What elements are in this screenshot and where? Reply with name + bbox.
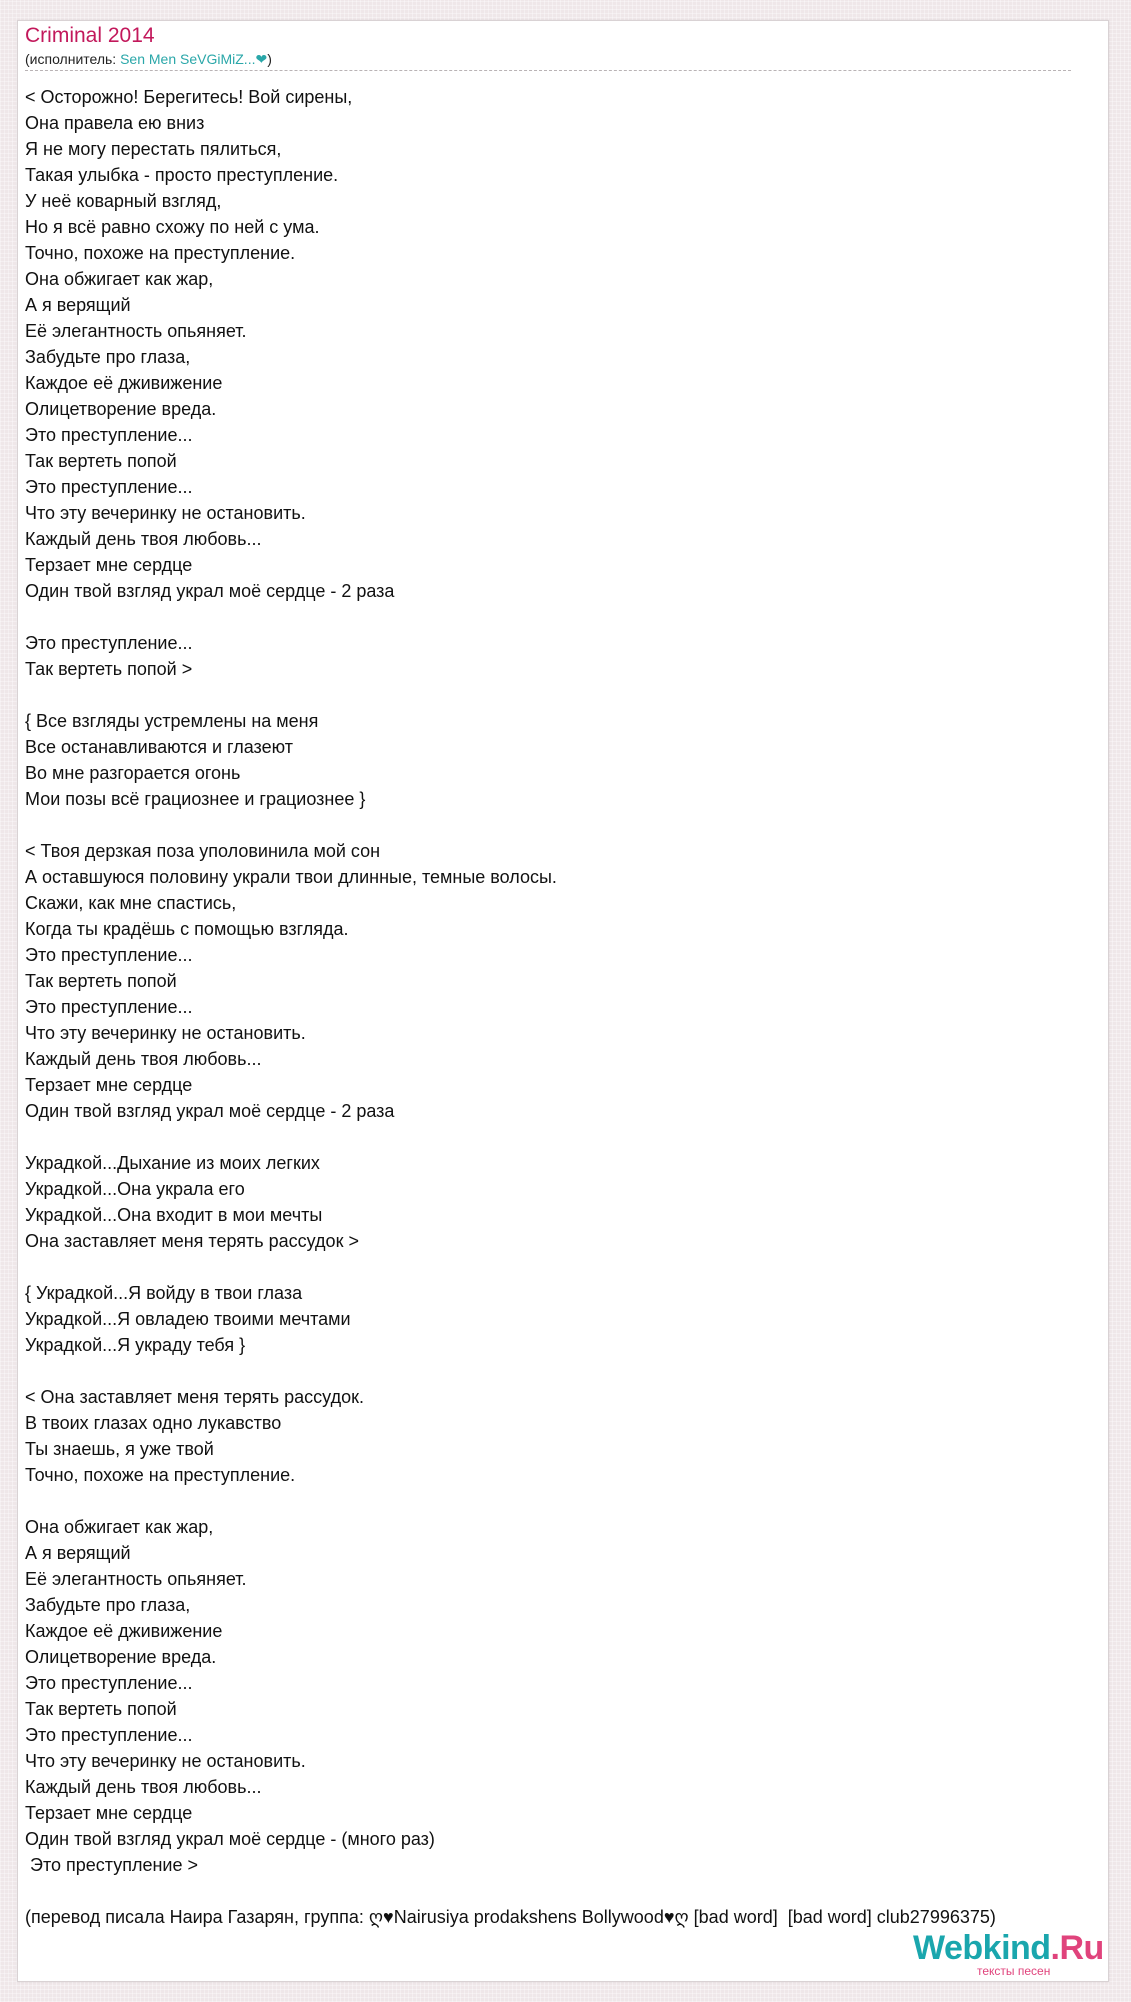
lyric-line: Это преступление... xyxy=(25,1673,193,1693)
song-header xyxy=(25,22,1071,71)
lyric-line: Так вертеть попой xyxy=(25,971,177,991)
lyric-line: Её элегантность опьяняет. xyxy=(25,1569,247,1589)
lyric-blank-line xyxy=(25,1254,1085,1280)
lyric-line: Олицетворение вреда. xyxy=(25,399,217,419)
lyric-line: Точно, похоже на преступление. xyxy=(25,1465,296,1485)
lyric-line: Точно, похоже на преступление. xyxy=(25,243,296,263)
artist-suffix: ) xyxy=(267,51,272,67)
lyric-line: А я верящий xyxy=(25,295,131,315)
lyric-line: Такая улыбка - просто преступление. xyxy=(25,165,339,185)
lyric-line: Олицетворение вреда. xyxy=(25,1647,217,1667)
lyric-line: (перевод писала Наира Газарян, группа: ღ♥Nairusiya prodakshens Bollywood♥ღ [bad word] [bad word] club27996375) xyxy=(25,1907,996,1927)
lyric-line: Это преступление... xyxy=(25,997,193,1017)
artist-link[interactable]: Sen Men SeVGiMiZ...❤ xyxy=(120,51,268,67)
lyric-line: В твоих глазах одно лукавство xyxy=(25,1413,282,1433)
lyric-line: Я не могу перестать пялиться, xyxy=(25,139,282,159)
lyric-line: Каждый день твоя любовь... xyxy=(25,529,262,549)
lyric-line: < Осторожно! Берегитесь! Вой сирены, xyxy=(25,87,353,107)
watermark-suffix: .Ru xyxy=(1050,1929,1104,1967)
lyric-line: Что эту вечеринку не остановить. xyxy=(25,1023,306,1043)
lyric-line: Мои позы всё грациознее и грациознее } xyxy=(25,789,366,809)
lyric-line: Это преступление... xyxy=(25,477,193,497)
lyric-line: Терзает мне сердце xyxy=(25,1075,193,1095)
lyric-line: Украдкой...Она входит в мои мечты xyxy=(25,1205,323,1225)
lyric-line: У неё коварный взгляд, xyxy=(25,191,222,211)
watermark-subtitle: тексты песен xyxy=(977,1964,1051,1978)
lyric-line: Ты знаешь, я уже твой xyxy=(25,1439,214,1459)
lyric-line: Она правела ею вниз xyxy=(25,113,205,133)
lyric-line: Это преступление... xyxy=(25,1725,193,1745)
lyric-line: Украдкой...Она украла его xyxy=(25,1179,245,1199)
lyric-line: { Украдкой...Я войду в твои глаза xyxy=(25,1283,303,1303)
lyric-line: Что эту вечеринку не остановить. xyxy=(25,1751,306,1771)
lyric-line: < Твоя дерзкая поза уполовинила мой сон xyxy=(25,841,381,861)
lyric-line: Это преступление... xyxy=(25,945,193,965)
lyric-line: Украдкой...Дыхание из моих легких xyxy=(25,1153,320,1173)
lyric-blank-line xyxy=(25,682,1085,708)
lyric-line: Она обжигает как жар, xyxy=(25,269,214,289)
lyric-blank-line xyxy=(25,1124,1085,1150)
watermark-brand: Webkind xyxy=(913,1929,1051,1967)
lyric-line: Что эту вечеринку не остановить. xyxy=(25,503,306,523)
lyric-line: Это преступление... xyxy=(25,633,193,653)
lyric-line: Так вертеть попой > xyxy=(25,659,193,679)
artist-line xyxy=(25,50,1071,71)
lyric-line: Все останавливаются и глазеют xyxy=(25,737,293,757)
lyric-line: Когда ты крадёшь с помощью взгляда. xyxy=(25,919,349,939)
lyric-line: Она заставляет меня терять рассудок > xyxy=(25,1231,359,1251)
lyric-blank-line xyxy=(25,1488,1085,1514)
lyric-line: Забудьте про глаза, xyxy=(25,347,191,367)
webkind-logo[interactable] xyxy=(913,1930,1103,1980)
lyric-line: Терзает мне сердце xyxy=(25,1803,193,1823)
lyric-line: Украдкой...Я овладею твоими мечтами xyxy=(25,1309,351,1329)
lyric-line: Один твой взгляд украл моё сердце - (много раз) xyxy=(25,1829,435,1849)
lyric-line: { Все взгляды устремлены на меня xyxy=(25,711,319,731)
artist-prefix: (исполнитель: xyxy=(25,51,121,67)
lyric-line: Украдкой...Я украду тебя } xyxy=(25,1335,246,1355)
lyric-blank-line xyxy=(25,1878,1085,1904)
lyric-line: Каждый день твоя любовь... xyxy=(25,1777,262,1797)
lyric-line: Каждый день твоя любовь... xyxy=(25,1049,262,1069)
lyric-line: Так вертеть попой xyxy=(25,1699,177,1719)
lyric-line: < Она заставляет меня терять рассудок. xyxy=(25,1387,364,1407)
lyric-line: Она обжигает как жар, xyxy=(25,1517,214,1537)
lyric-line: Каждое её дживижение xyxy=(25,373,223,393)
lyric-blank-line xyxy=(25,812,1085,838)
lyric-line: Забудьте про глаза, xyxy=(25,1595,191,1615)
lyric-line: Так вертеть попой xyxy=(25,451,177,471)
lyric-line: Один твой взгляд украл моё сердце - 2 раза xyxy=(25,581,395,601)
lyric-line: А я верящий xyxy=(25,1543,131,1563)
song-title: Criminal 2014 xyxy=(25,24,155,47)
lyric-line: Её элегантность опьяняет. xyxy=(25,321,247,341)
lyric-line: Скажи, как мне спастись, xyxy=(25,893,237,913)
lyric-line: Терзает мне сердце xyxy=(25,555,193,575)
lyrics-text xyxy=(25,84,1085,1930)
lyric-line: Это преступление... xyxy=(25,425,193,445)
lyric-line: Во мне разгорается огонь xyxy=(25,763,241,783)
lyric-blank-line xyxy=(25,1358,1085,1384)
lyric-line: Но я всё равно схожу по ней с ума. xyxy=(25,217,320,237)
lyric-line: Каждое её дживижение xyxy=(25,1621,223,1641)
watermark-main xyxy=(913,1930,1104,1966)
lyric-line: Это преступление > xyxy=(25,1855,198,1875)
lyric-blank-line xyxy=(25,604,1085,630)
lyric-line: Один твой взгляд украл моё сердце - 2 раза xyxy=(25,1101,395,1121)
lyric-line: А оставшуюся половину украли твои длинные, темные волосы. xyxy=(25,867,557,887)
